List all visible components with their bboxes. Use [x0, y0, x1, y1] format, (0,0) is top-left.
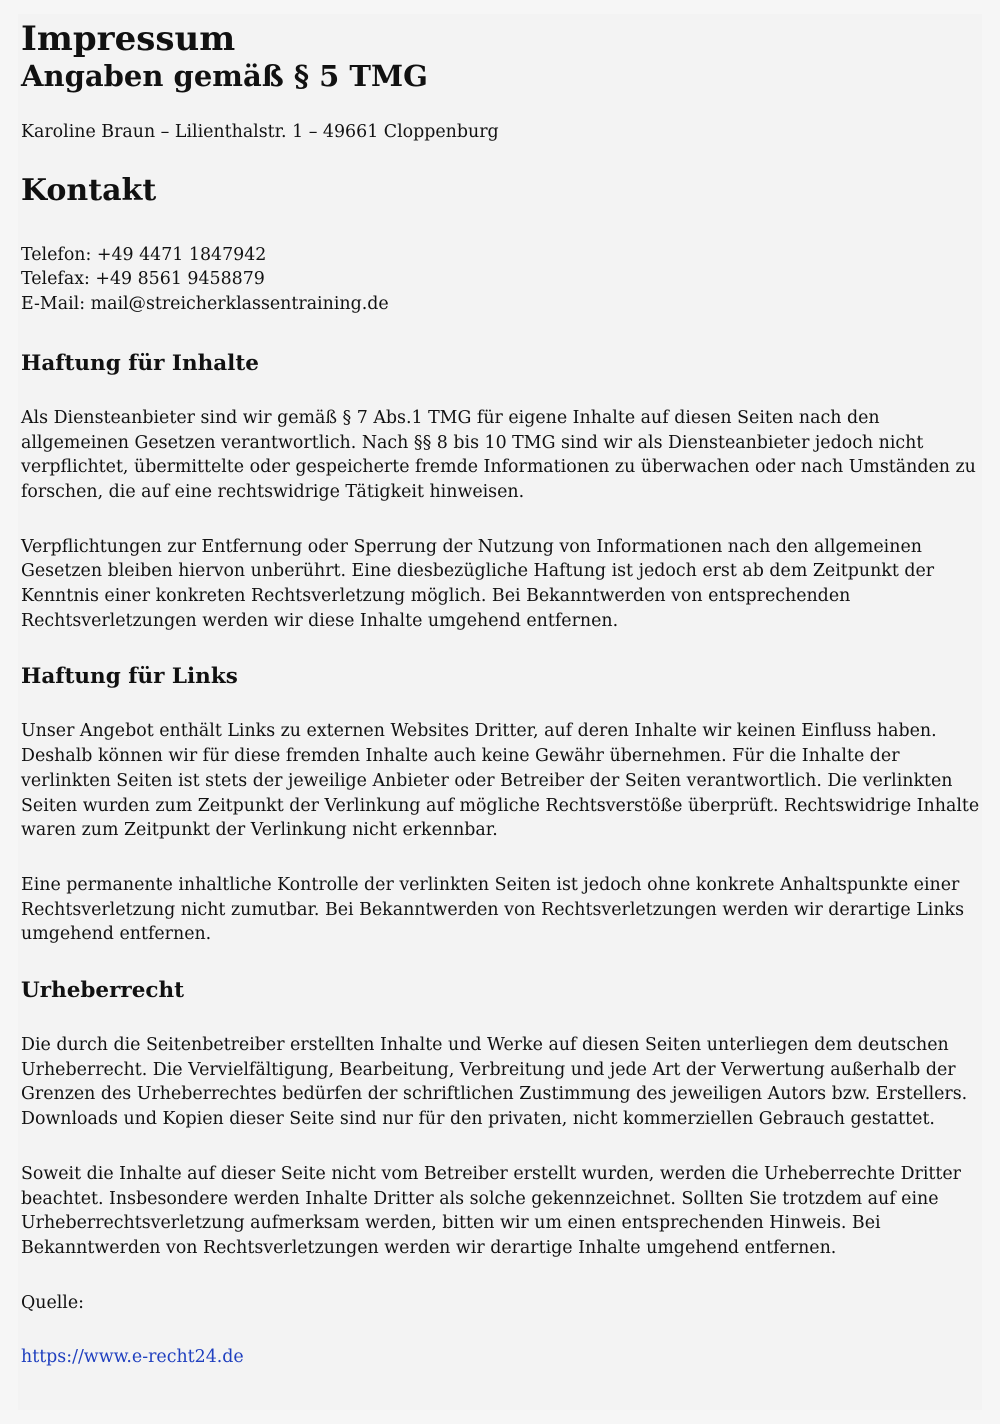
address-line: Karoline Braun – Lilienthalstr. 1 – 49661 Cloppenburg	[21, 122, 499, 142]
haftung-inhalte-paragraph-1: Als Diensteanbieter sind wir gemäß § 7 Abs.1 TMG für eigene Inhalte auf diesen Seiten nach den allgemeinen Gesetzen verantwortlich. Nach §§ 8 bis 10 TMG sind wir als Diensteanbieter jedoch nicht verpflichtet, übermittelte oder gespeicherte fremde Informationen zu überwachen oder nach Umständen zu forschen, die auf eine rechtswidrige Tätigkeit hinweisen.	[21, 407, 976, 502]
contact-email: E-Mail: mail@streicherklassentraining.de	[21, 294, 389, 315]
urheberrecht-paragraph-2: Soweit die Inhalte auf dieser Seite nicht vom Betreiber erstellt wurden, werden die Urheberrechte Dritter beachtet. Insbesondere werden Inhalte Dritter als solche gekennzeichnet. Sollten Sie trotzdem auf eine Urheberrechtsverletzung aufmerksam werden, bitten wir um einen entsprechenden Hinweis. Bei Bekanntwerden von Rechtsverletzungen werden wir derartige Inhalte umgehend entfernen.	[21, 1163, 961, 1258]
contact-heading: Kontakt	[21, 172, 157, 208]
haftung-links-paragraph-1: Unser Angebot enthält Links zu externen Websites Dritter, auf deren Inhalte wir keinen Einfluss haben. Deshalb können wir für diese fremden Inhalte auch keine Gewähr übernehmen. Für die Inhalte der verlinkten Seiten ist stets der jeweilige Anbieter oder Betreiber der Seiten verantwortlich. Die verlinkten Seiten wurden zum Zeitpunkt der Verlinkung auf mögliche Rechtsverstöße überprüft. Rechtswidrige Inhalte waren zum Zeitpunkt der Verlinkung nicht erkennbar.	[21, 721, 980, 841]
urheberrecht-heading: Urheberrecht	[21, 978, 185, 1004]
contact-block	[21, 243, 982, 317]
urheberrecht-paragraph-1: Die durch die Seitenbetreiber erstellten Inhalte und Werke auf diesen Seiten unterliegen dem deutschen Urheberrecht. Die Vervielfältigung, Bearbeitung, Verbreitung und jede Art der Verwertung außerhalb der Grenzen des Urheberrechtes bedürfen der schriftlichen Zustimmung des jeweiligen Autors bzw. Erstellers. Downloads und Kopien dieser Seite sind nur für den privaten, nicht kommerziellen Gebrauch gestattet.	[21, 1035, 968, 1130]
contact-phone: Telefon: +49 4471 1847942	[21, 244, 267, 265]
source-label: Quelle:	[21, 1292, 85, 1313]
haftung-inhalte-paragraph-2: Verpflichtungen zur Entfernung oder Sperrung der Nutzung von Informationen nach den allgemeinen Gesetzen bleiben hiervon unberührt. Eine diesbezügliche Haftung ist jedoch erst ab dem Zeitpunkt der Kenntnis einer konkreten Rechtsverletzung möglich. Bei Bekanntwerden von entsprechenden Rechtsverletzungen werden wir diese Inhalte umgehend entfernen.	[21, 536, 935, 631]
page-subtitle: Angaben gemäß § 5 TMG	[21, 59, 428, 93]
page-title: Impressum	[21, 19, 236, 59]
haftung-links-paragraph-2: Eine permanente inhaltliche Kontrolle der verlinkten Seiten ist jedoch ohne konkrete Anhaltspunkte einer Rechtsverletzung nicht zumutbar. Bei Bekanntwerden von Rechtsverletzungen werden wir derartige Links umgehend entfernen.	[21, 874, 964, 945]
contact-fax: Telefax: +49 8561 9458879	[21, 269, 265, 290]
impressum-page	[18, 14, 982, 1410]
source-link[interactable]: https://www.e-recht24.de	[21, 1347, 244, 1368]
haftung-inhalte-heading: Haftung für Inhalte	[21, 350, 259, 376]
haftung-links-heading: Haftung für Links	[21, 664, 238, 690]
